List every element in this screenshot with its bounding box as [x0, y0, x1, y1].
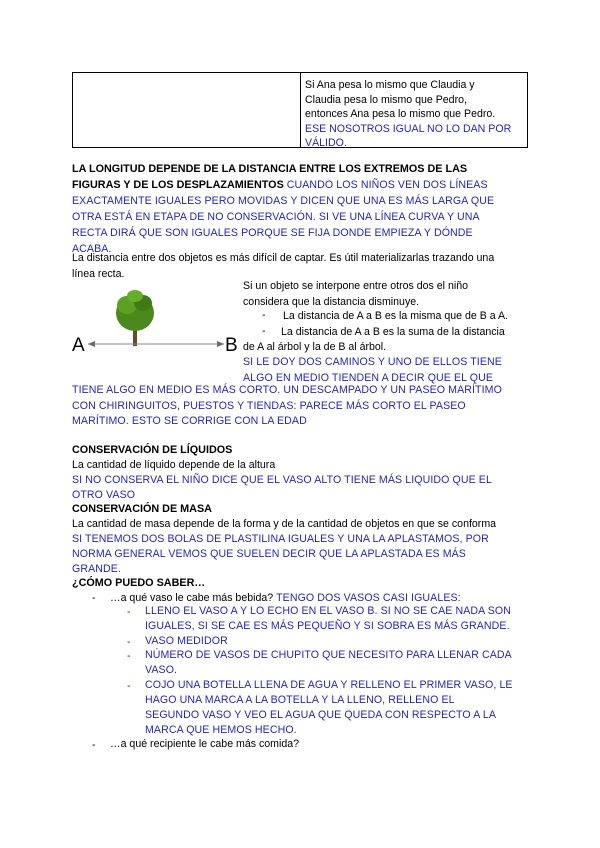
comparison-table [72, 72, 528, 148]
teacher-note-line: HAGO UNA MARCA A LA BOTELLA Y LA LLENO, RELLENO EL [145, 694, 455, 706]
teacher-note-line: LLENO EL VASO A Y LO ECHO EN EL VASO B. SI NO SE CAE NADA SON [145, 605, 512, 617]
paragraph-line: Si un objeto se interpone entre otros dos el niño [243, 280, 468, 292]
section-heading-saber: ¿CÓMO PUEDO SABER… [72, 577, 206, 589]
teacher-note-line: TIENE ALGO EN MEDIO ES MÁS CORTO. UN DESCAMPADO Y UN PASEO MARÍTIMO [72, 384, 502, 396]
paragraph-line: La cantidad de masa depende de la forma y de la cantidad de objetos en que se conforma [72, 518, 497, 530]
distance-diagram [72, 290, 242, 360]
teacher-note-line: SI NO CONSERVA EL NIÑO DICE QUE EL VASO ALTO TIENE MÁS LIQUIDO QUE EL [72, 474, 492, 486]
teacher-note-line: NORMA GENERAL VEMOS QUE SUELEN DECIR QUE LA APLASTADA ES MÁS [72, 548, 466, 560]
table-divider [300, 73, 301, 147]
bullet-text: La distancia de A a B es la misma que de B a A. [283, 310, 508, 322]
teacher-note-line: RECTA DIRÁ QUE SON IGUALES PORQUE SE FIJA DONDE EMPIEZA Y DÓNDE [72, 227, 473, 239]
heading-text: FIGURAS Y DE LOS DESPLAZAMIENTOS [72, 179, 284, 191]
table-cell-note: ESE NOSOTROS IGUAL NO LO DAN POR [305, 122, 512, 135]
teacher-note-line: OTRA ESTÁ EN ETAPA DE NO CONSERVACIÓN. SI VE UNA LÍNEA CURVA Y UNA [72, 211, 480, 223]
section-heading-liquidos: CONSERVACIÓN DE LÍQUIDOS [72, 444, 233, 456]
tree-icon [116, 290, 154, 346]
section-heading-masa: CONSERVACIÓN DE MASA [72, 503, 212, 515]
paragraph-line: línea recta. [72, 268, 125, 280]
teacher-note-line: NÚMERO DE VASOS DE CHUPITO QUE NECESITO PARA LLENAR CADA [145, 649, 512, 661]
teacher-note-line: MARCA QUE HEMOS HECHO. [145, 724, 297, 736]
sub-bullet-dash: - [127, 636, 131, 648]
teacher-note-line: EXACTAMENTE IGUALES PERO MOVIDAS Y DICEN QUE UNA ES MÁS LARGA QUE [72, 195, 495, 207]
paragraph-line: La distancia entre dos objetos es más difícil de captar. Es útil materializarlas trazando una [72, 252, 495, 264]
teacher-note-line: CON CHIRINGUITOS, PUESTOS Y TIENDAS: PARECE MÁS CORTO EL PASEO [72, 400, 466, 412]
table-cell-line: Claudia pesa lo mismo que Pedro, [305, 93, 467, 106]
paragraph-line: La cantidad de líquido depende de la altura [72, 459, 276, 471]
bullet-text: de A al árbol y la de B al árbol. [243, 341, 387, 353]
teacher-note-line: ALGO EN MEDIO TIENDEN A DECIR QUE EL QUE [243, 372, 494, 384]
teacher-note-line: SI LE DOY DOS CAMINOS Y UNO DE ELLOS TIENE [243, 356, 502, 368]
teacher-note-line: VASO. [145, 664, 178, 676]
question-text: …a qué recipiente le cabe más comida? [110, 738, 300, 750]
teacher-note-line: MARÍTIMO. ESTO SE CORRIGE CON LA EDAD [72, 415, 307, 427]
teacher-note-line: OTRO VASO [72, 489, 136, 501]
teacher-note-line: VASO MEDIDOR [145, 635, 228, 647]
sub-bullet-dash: - [127, 650, 131, 662]
arrow-left-icon [88, 341, 95, 347]
teacher-note-line: GRANDE. [72, 563, 121, 575]
teacher-note: TENGO DOS VASOS CASI IGUALES: [276, 592, 461, 604]
bullet-dash: - [262, 309, 266, 321]
teacher-note-line: ACABA. [72, 243, 112, 255]
bullet-dash: - [92, 739, 96, 751]
table-cell-line: Si Ana pesa lo mismo que Claudia y [305, 79, 475, 91]
bullet-dash: - [92, 592, 96, 604]
sub-bullet-dash: - [127, 680, 131, 692]
section-heading-longitud: LA LONGITUD DEPENDE DE LA DISTANCIA ENTRE LOS EXTREMOS DE LAS [72, 163, 468, 175]
teacher-note-line: SEGUNDO VASO Y VEO EL AGUA QUE QUEDA CON RESPECTO A LA [145, 709, 496, 721]
question-text: …a qué vaso le cabe más bebida? [110, 592, 274, 604]
paragraph-line: considera que la distancia disminuye. [243, 296, 420, 308]
sub-bullet-dash: - [127, 606, 131, 618]
heading-line-2 [72, 177, 488, 193]
arrow-right-icon [217, 341, 224, 347]
table-cell-line: entonces Ana pesa lo mismo que Pedro. [305, 108, 496, 120]
teacher-note-line: IGUALES, SI SE CAE ES MÁS PEQUEÑO Y SI SOBRA ES MÁS GRANDE. [145, 620, 510, 632]
bullet-text: La distancia de A a B es la suma de la distancia [281, 326, 505, 338]
table-cell-note: VÁLIDO. [305, 137, 347, 149]
bullet-dash: - [262, 325, 266, 337]
label-b: B [225, 335, 238, 356]
table-cell-right [305, 78, 525, 151]
teacher-note: CUANDO LOS NIÑOS VEN DOS LÍNEAS [286, 179, 488, 191]
teacher-note-line: SI TENEMOS DOS BOLAS DE PLASTILINA IGUALES Y UNA LA APLASTAMOS, POR [72, 533, 489, 545]
label-a: A [72, 335, 85, 356]
teacher-note-line: COJO UNA BOTELLA LLENA DE AGUA Y RELLENO EL PRIMER VASO, LE [145, 679, 513, 691]
